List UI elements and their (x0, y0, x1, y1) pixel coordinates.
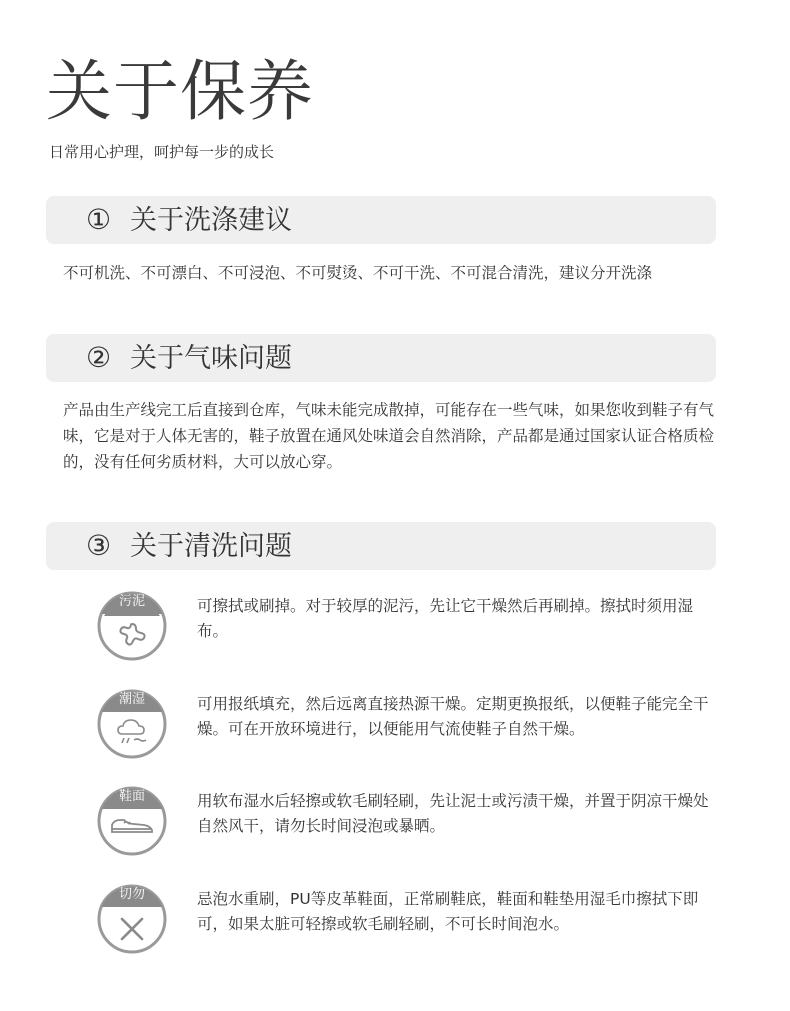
mud-badge (96, 590, 168, 662)
care-item-upper (96, 785, 726, 857)
section-number: ② (86, 341, 112, 374)
badge-label: 鞋面 (118, 789, 145, 804)
badge-label: 切勿 (118, 887, 145, 902)
care-text: 忌泡水重刷，PU等皮革鞋面，正常刷鞋底，鞋面和鞋垫用湿毛巾擦拭下即可，如果太脏可轻擦或软毛刷轻刷，不可长时间泡水。 (197, 890, 699, 933)
section-washing-header (46, 196, 716, 244)
care-text: 可用报纸填充，然后远离直接热源干燥。定期更换报纸，以便鞋子能完全干燥。可在开放环境进行，以便能用气流使鞋子自然干燥。 (197, 695, 709, 738)
care-text: 可擦拭或刷掉。对于较厚的泥污，先让它干燥然后再刷掉。擦拭时须用湿布。 (197, 597, 694, 640)
care-item-never (96, 883, 726, 955)
upper-badge (96, 785, 168, 857)
badge-label: 潮湿 (118, 692, 145, 707)
section-odor-header (46, 334, 716, 382)
care-text: 用软布湿水后轻擦或软毛刷轻刷，先让泥士或污渍干燥，并置于阴凉干燥处自然风干，请勿长时间浸泡或暴晒。 (197, 792, 709, 835)
section-number: ① (86, 203, 112, 236)
care-item-damp (96, 688, 726, 760)
section-title: 关于洗涤建议 (130, 205, 292, 236)
never-badge (96, 883, 168, 955)
badge-label: 污泥 (118, 594, 145, 609)
section-title: 关于清洗问题 (130, 531, 292, 562)
section-cleaning-header (46, 522, 716, 570)
care-item-mud (96, 590, 726, 662)
damp-badge (96, 688, 168, 760)
washing-advice-text: 不可机洗、不可漂白、不可浸泡、不可熨烫、不可干洗、不可混合清洗，建议分开洗涤 (63, 264, 653, 282)
odor-text: 产品由生产线完工后直接到仓库，气味未能完成散掉，可能存在一些气味，如果您收到鞋子有气味，它是对于人体无害的，鞋子放置在通风处味道会自然消除，产品都是通过国家认证合格质检的，没有任何劣质材料，大可以放心穿。 (63, 401, 715, 471)
page-subtitle: 日常用心护理，呵护每一步的成长 (49, 143, 275, 161)
section-title: 关于气味问题 (130, 343, 292, 374)
section-number: ③ (86, 529, 112, 562)
page-title: 关于保养 (46, 53, 314, 130)
